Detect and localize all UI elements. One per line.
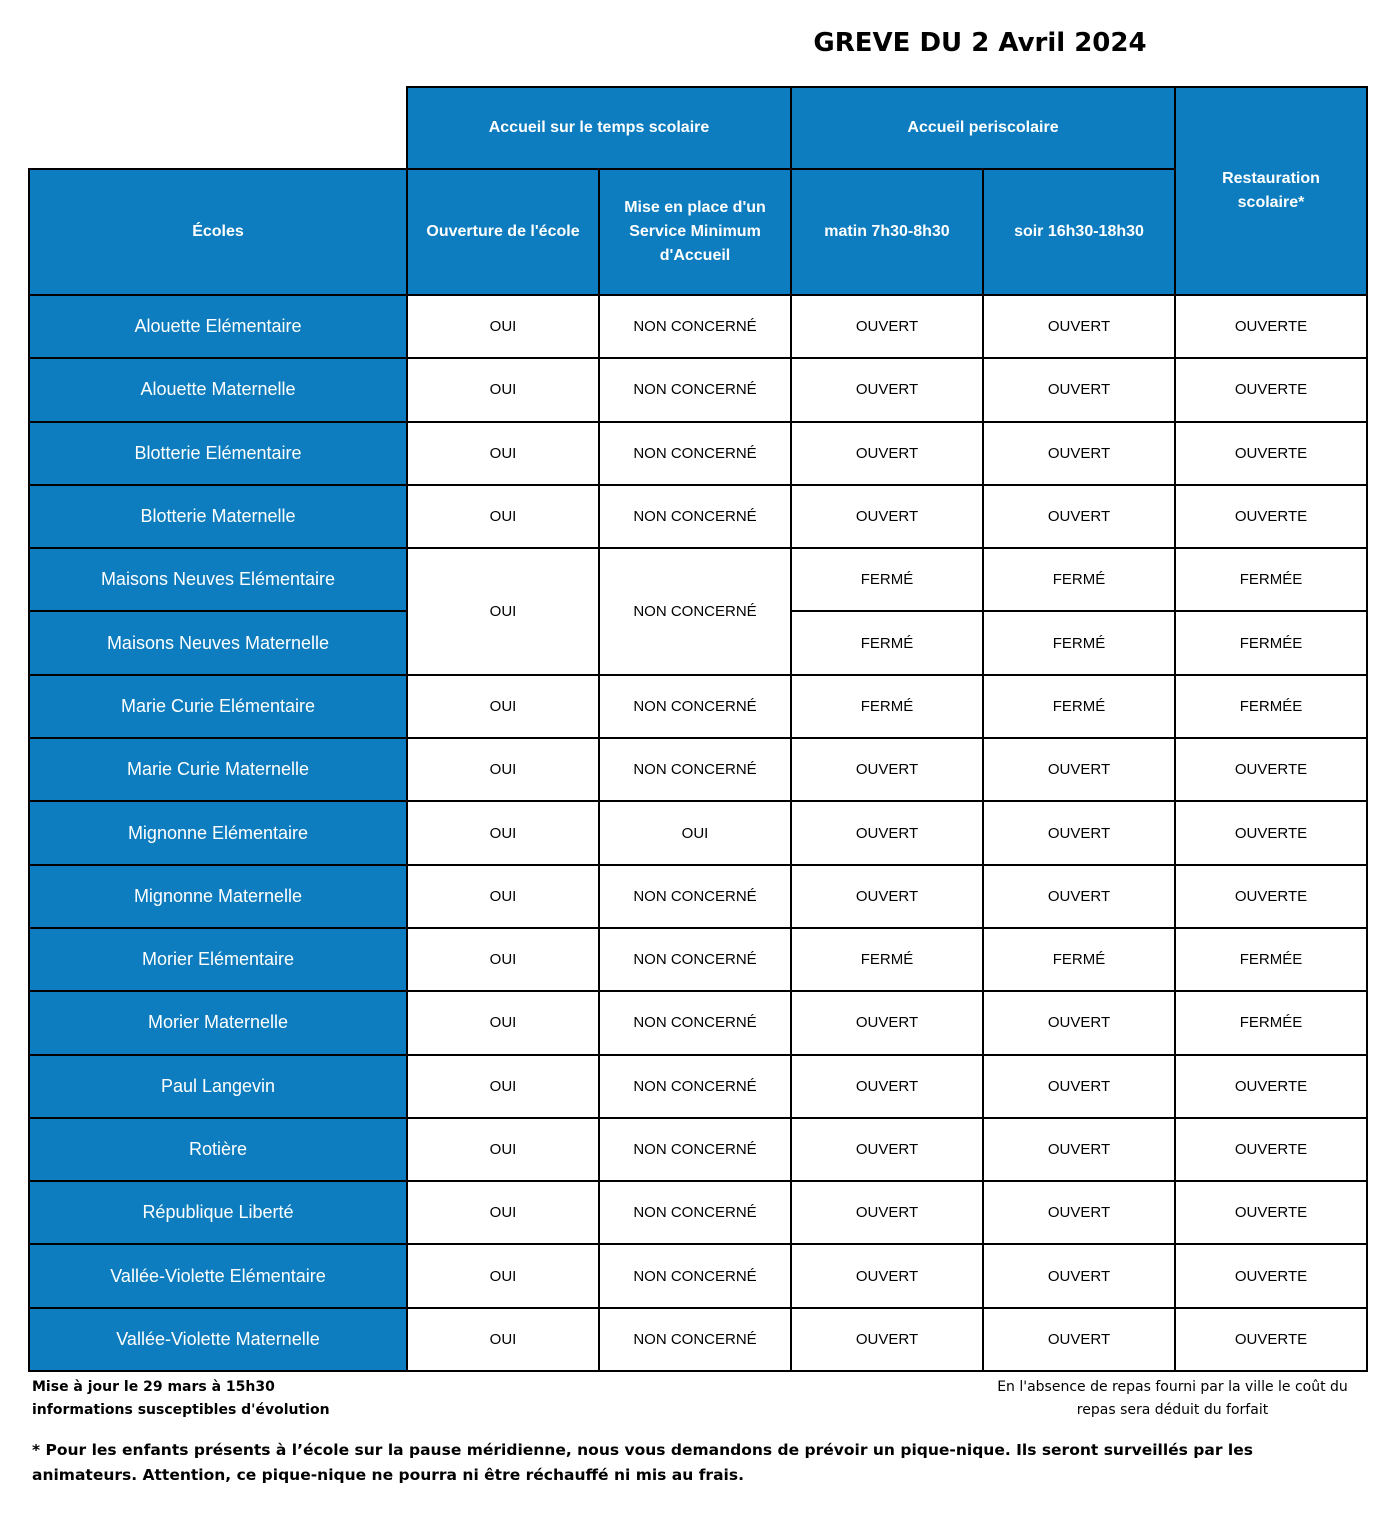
table-row [29,801,1367,864]
matin-cell: OUVERT [791,738,983,801]
service-minimum-cell: NON CONCERNÉ [599,1118,791,1181]
soir-cell: OUVERT [983,1055,1175,1118]
restauration-cell: OUVERTE [1175,1244,1367,1307]
ouverture-cell: OUI [407,865,599,928]
table-row [29,485,1367,548]
restauration-cell: OUVERTE [1175,485,1367,548]
soir-cell: OUVERT [983,1118,1175,1181]
ouverture-cell: OUI [407,295,599,358]
matin-cell: FERMÉ [791,548,983,611]
soir-cell: OUVERT [983,295,1175,358]
soir-cell: FERMÉ [983,675,1175,738]
matin-cell: OUVERT [791,1308,983,1371]
service-minimum-cell: NON CONCERNÉ [599,295,791,358]
table-row [29,675,1367,738]
school-name-cell: Mignonne Elémentaire [29,801,407,864]
page-title: GREVE DU 2 Avril 2024 [813,28,1147,58]
header-column-row [29,169,1367,295]
matin-cell: FERMÉ [791,675,983,738]
matin-cell: OUVERT [791,801,983,864]
header-empty-cell [29,87,407,169]
school-name-cell: Paul Langevin [29,1055,407,1118]
table-row [29,738,1367,801]
update-note-line1: Mise à jour le 29 mars à 15h30 [32,1379,275,1395]
school-name-cell: Marie Curie Elémentaire [29,675,407,738]
ouverture-cell: OUI [407,738,599,801]
restauration-cell: OUVERTE [1175,1118,1367,1181]
soir-cell: OUVERT [983,358,1175,421]
ouverture-cell: OUI [407,675,599,738]
table-row [29,1308,1367,1371]
matin-cell: OUVERT [791,485,983,548]
header-ouverture: Ouverture de l'école [407,169,599,295]
ouverture-cell: OUI [407,991,599,1054]
header-periscolaire: Accueil periscolaire [791,87,1175,169]
ouverture-cell: OUI [407,1181,599,1244]
ouverture-cell: OUI [407,422,599,485]
service-minimum-cell: NON CONCERNÉ [599,991,791,1054]
service-minimum-cell: NON CONCERNÉ [599,1055,791,1118]
soir-cell: FERMÉ [983,548,1175,611]
school-name-cell: Blotterie Elémentaire [29,422,407,485]
ouverture-cell: OUI [407,1055,599,1118]
service-minimum-cell: OUI [599,801,791,864]
table-row [29,422,1367,485]
service-minimum-cell: NON CONCERNÉ [599,928,791,991]
service-minimum-cell: NON CONCERNÉ [599,548,791,675]
table-row [29,295,1367,358]
restauration-cell: OUVERTE [1175,1308,1367,1371]
school-name-cell: Maisons Neuves Maternelle [29,611,407,674]
restauration-cell: OUVERTE [1175,1181,1367,1244]
restauration-cell: FERMÉE [1175,991,1367,1054]
ouverture-cell: OUI [407,1244,599,1307]
service-minimum-cell: NON CONCERNÉ [599,422,791,485]
matin-cell: FERMÉ [791,928,983,991]
school-name-cell: Blotterie Maternelle [29,485,407,548]
service-minimum-cell: NON CONCERNÉ [599,1244,791,1307]
school-name-cell: Morier Maternelle [29,991,407,1054]
restauration-cell: OUVERTE [1175,295,1367,358]
header-group-row [29,87,1367,169]
restauration-cell: OUVERTE [1175,358,1367,421]
service-minimum-cell: NON CONCERNÉ [599,1308,791,1371]
ouverture-cell: OUI [407,548,599,675]
service-minimum-cell: NON CONCERNÉ [599,358,791,421]
matin-cell: OUVERT [791,1118,983,1181]
restauration-cell: OUVERTE [1175,1055,1367,1118]
restauration-cell: OUVERTE [1175,738,1367,801]
table-body [29,295,1367,1371]
restauration-cell: FERMÉE [1175,675,1367,738]
update-note [32,1376,330,1422]
header-service-minimum: Mise en place d'un Service Minimum d'Accueil [599,169,791,295]
school-name-cell: Alouette Elémentaire [29,295,407,358]
ouverture-cell: OUI [407,1118,599,1181]
matin-cell: OUVERT [791,865,983,928]
soir-cell: OUVERT [983,1181,1175,1244]
restauration-cell: FERMÉE [1175,548,1367,611]
school-name-cell: Vallée-Violette Maternelle [29,1308,407,1371]
matin-cell: OUVERT [791,358,983,421]
table-row [29,1055,1367,1118]
table-row [29,1244,1367,1307]
header-restauration: Restauration scolaire* [1175,87,1367,295]
soir-cell: OUVERT [983,801,1175,864]
matin-cell: OUVERT [791,991,983,1054]
matin-cell: OUVERT [791,1055,983,1118]
soir-cell: OUVERT [983,485,1175,548]
service-minimum-cell: NON CONCERNÉ [599,485,791,548]
service-minimum-cell: NON CONCERNÉ [599,865,791,928]
update-note-line2: informations susceptibles d'évolution [32,1402,330,1418]
restauration-cell: OUVERTE [1175,422,1367,485]
matin-cell: OUVERT [791,1244,983,1307]
table-row [29,1181,1367,1244]
repas-note: En l'absence de repas fourni par la ville le coût du repas sera déduit du forfait [997,1379,1348,1418]
soir-cell: OUVERT [983,865,1175,928]
ouverture-cell: OUI [407,1308,599,1371]
footnote: * Pour les enfants présents à l’école sur la pause méridienne, nous vous demandons de prévoir un pique-nique. Ils seront surveillés par les animateurs. Attention, ce pique-nique ne pourra ni être réchauffé ni mis au frais. [32,1441,1253,1484]
school-name-cell: Marie Curie Maternelle [29,738,407,801]
ouverture-cell: OUI [407,928,599,991]
table-row [29,548,1367,611]
school-name-cell: Maisons Neuves Elémentaire [29,548,407,611]
ouverture-cell: OUI [407,801,599,864]
school-name-cell: Mignonne Maternelle [29,865,407,928]
header-ecoles: Écoles [29,169,407,295]
table-row [29,1118,1367,1181]
restauration-cell: FERMÉE [1175,928,1367,991]
strike-status-table [28,86,1368,1372]
soir-cell: OUVERT [983,1308,1175,1371]
soir-cell: OUVERT [983,991,1175,1054]
header-soir: soir 16h30-18h30 [983,169,1175,295]
service-minimum-cell: NON CONCERNÉ [599,1181,791,1244]
soir-cell: OUVERT [983,422,1175,485]
restauration-cell: OUVERTE [1175,801,1367,864]
soir-cell: FERMÉ [983,611,1175,674]
matin-cell: OUVERT [791,1181,983,1244]
school-name-cell: Morier Elémentaire [29,928,407,991]
service-minimum-cell: NON CONCERNÉ [599,675,791,738]
school-name-cell: Rotière [29,1118,407,1181]
ouverture-cell: OUI [407,358,599,421]
service-minimum-cell: NON CONCERNÉ [599,738,791,801]
header-school-time: Accueil sur le temps scolaire [407,87,791,169]
table-row [29,928,1367,991]
table-row [29,358,1367,421]
restauration-cell: FERMÉE [1175,611,1367,674]
matin-cell: OUVERT [791,422,983,485]
table-row [29,865,1367,928]
ouverture-cell: OUI [407,485,599,548]
header-matin: matin 7h30-8h30 [791,169,983,295]
school-name-cell: Vallée-Violette Elémentaire [29,1244,407,1307]
matin-cell: FERMÉ [791,611,983,674]
school-name-cell: République Liberté [29,1181,407,1244]
soir-cell: OUVERT [983,738,1175,801]
soir-cell: FERMÉ [983,928,1175,991]
restauration-cell: OUVERTE [1175,865,1367,928]
table-row [29,991,1367,1054]
school-name-cell: Alouette Maternelle [29,358,407,421]
matin-cell: OUVERT [791,295,983,358]
soir-cell: OUVERT [983,1244,1175,1307]
